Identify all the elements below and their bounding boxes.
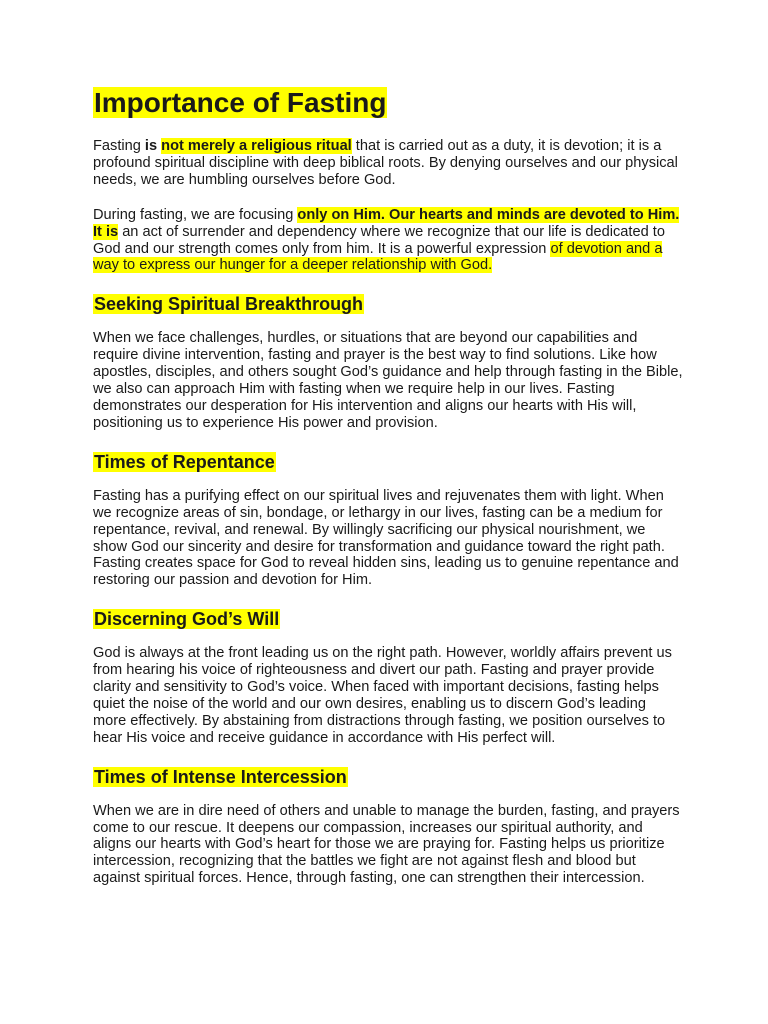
document-body xyxy=(93,86,683,905)
section-paragraph: God is always at the front leading us on the right path. However, worldly affairs prevent us from hearing his voice of righteousness and divert our path. Fasting and prayer provide clarity and sensitivity to God’s voice. When faced with important decisions, fasting helps quiet the noise of the world and our own desires, enabling us to discern God’s leading more effectively. By abstaining from distractions through fasting, we position ourselves to hear His voice and receive guidance in accordance with His perfect will. xyxy=(93,645,672,746)
section-heading-block xyxy=(93,292,683,316)
highlighted-text: of devotion and a way to express our hunger for a deeper relationship with God. xyxy=(93,240,663,274)
page-title: Importance of Fasting xyxy=(94,87,387,118)
section-heading: Times of Intense Intercession xyxy=(94,766,347,787)
section-paragraph: When we face challenges, hurdles, or situations that are beyond our capabilities and require divine intervention, fasting and prayer is the best way to find solutions. Like how apostles, disciples, and others sought God’s guidance and help through fasting in the Bible, we also can approach Him with fasting when we require help in our lives. Fasting demonstrates our desperation for His intervention and aligns our hearts with His will, positioning us to experience His power and provision. xyxy=(93,330,683,431)
section-heading: Seeking Spiritual Breakthrough xyxy=(94,294,364,315)
intro-text-middle: an act of surrender and dependency where we recognize that our life is dedicated to God and our strength comes only from him. It is a powerful expression xyxy=(93,223,665,257)
title-block xyxy=(93,86,683,124)
intro-paragraph-2 xyxy=(93,207,683,275)
section-paragraph: When we are in dire need of others and unable to manage the burden, fasting, and prayers come to our rescue. It deepens our compassion, increases our spiritual authority, and aligns our hearts with God’s heart for those we are praying for. Fasting helps us prioritize intercession, recognizing that the battles we fight are not against flesh and blood but against spiritual forces. Hence, through fasting, one can strengthen their intercession. xyxy=(93,802,680,887)
intro-text: Fasting xyxy=(93,138,145,154)
section-heading-block xyxy=(93,607,683,631)
section-heading: Times of Repentance xyxy=(94,451,275,472)
section-heading-block xyxy=(93,765,683,789)
section-paragraph: Fasting has a purifying effect on our spiritual lives and rejuvenates them with light. When we recognize areas of sin, bondage, or lethargy in our lives, fasting can be a medium for repentance, revival, and renewal. By willingly sacrificing our physical nourishment, we show God our sincerity and desire for transformation and guidance toward the right path. Fasting creates space for God to reveal hidden sins, leading us to genuine repentance and restoring our passion and devotion for Him. xyxy=(93,487,679,589)
highlighted-bold-text: not merely a religious ritual xyxy=(161,138,352,154)
section-heading: Discerning God’s Will xyxy=(94,609,280,630)
highlighted-bold-text: only on Him. Our hearts and minds are devoted to Him. It is xyxy=(93,206,680,240)
intro-text-rest: that is carried out as a duty, it is devotion; it is a profound spiritual discipline with deep biblical roots. By denying ourselves and our physical needs, we are humbling ourselves before God. xyxy=(93,138,678,188)
intro-paragraph-1 xyxy=(93,138,683,189)
intro-text: During fasting, we are focusing xyxy=(93,206,298,223)
section-heading-block xyxy=(93,450,683,474)
bold-text: is xyxy=(144,138,158,154)
